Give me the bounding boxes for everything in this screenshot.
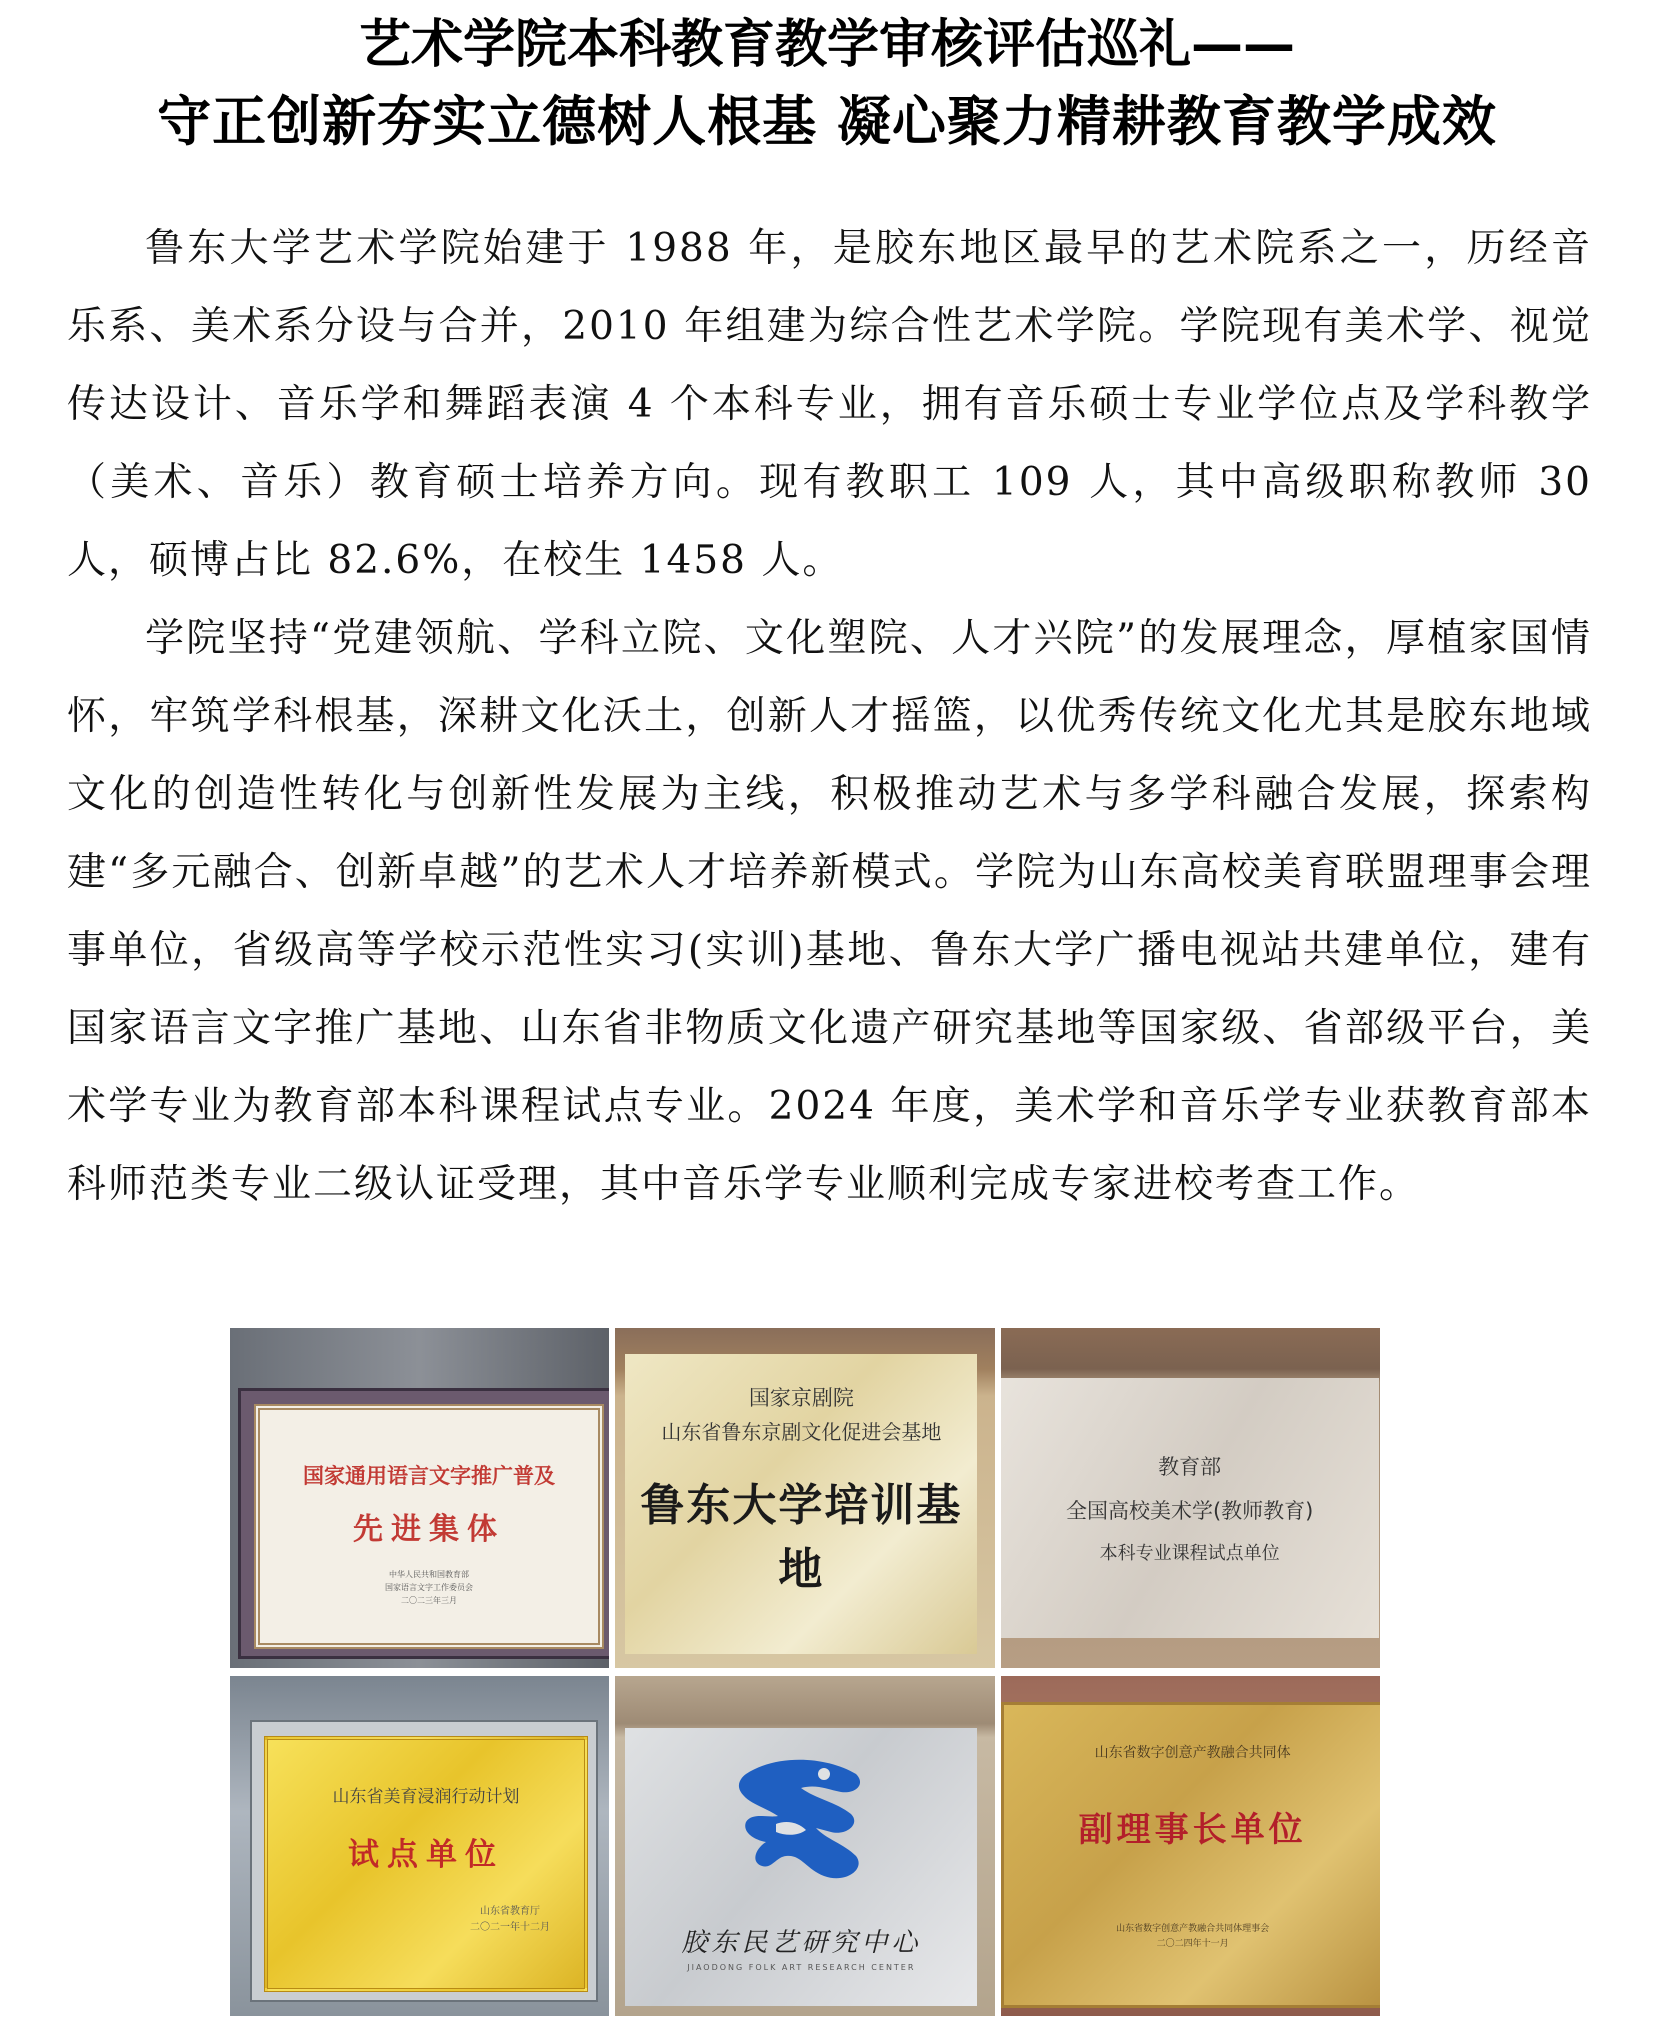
title-line-2: 守正创新夯实立德树人根基 凝心聚力精耕教育教学成效 — [157, 90, 1497, 153]
plaque-board — [1001, 1702, 1380, 2008]
plaque-issuer-1: 中华人民共和国教育部 — [389, 1570, 469, 1579]
plaque-heading: 国家通用语言文字推广普及 — [303, 1464, 555, 1488]
plaque-award-name: 副理事长单位 — [1078, 1809, 1307, 1850]
plaque-board — [1001, 1378, 1379, 1638]
folk-art-logo-icon — [706, 1744, 896, 1904]
plaque-heading: 山东省数字创意产教融合共同体 — [1094, 1744, 1291, 1761]
plaque-issuer: 山东省数字创意产教融合共同体理事会 — [1116, 1923, 1270, 1934]
plaque-heading: 山东省美育浸润行动计划 — [332, 1787, 520, 1807]
plaque-issuer-name: 山东省教育厅 — [480, 1906, 540, 1917]
plaque-board — [625, 1728, 977, 2006]
plaque-heading: 教育部 — [1158, 1455, 1222, 1479]
title-line-1: 艺术学院本科教育教学审核评估巡礼—— — [358, 15, 1295, 75]
plaque-date: 二〇二四年十一月 — [1156, 1938, 1229, 1949]
plaque-board — [264, 1736, 588, 1992]
plaque-main-text: 鲁东大学培训基地 — [640, 1479, 963, 1595]
article-body — [67, 210, 1592, 1224]
photo-plaque-moe-pilot — [1001, 1328, 1380, 1668]
plaque-date: 二〇二三年三月 — [401, 1596, 457, 1605]
plaque-english-text: JIAODONG FOLK ART RESEARCH CENTER — [687, 1963, 916, 1972]
plaque-heading: 国家京剧院 — [748, 1385, 854, 1410]
photo-plaque-peking-opera-base — [615, 1328, 994, 1668]
plaque-main-text: 胶东民艺研究中心 — [681, 1928, 922, 1958]
plaque-issuer — [470, 1904, 550, 1936]
paragraph-1: 鲁东大学艺术学院始建于 1988 年，是胶东地区最早的艺术院系之一，历经音乐系、美术系分设与合并，2010 年组建为综合性艺术学院。学院现有美术学、视觉传达设计、音乐学和舞蹈表演 4 个本科专业，拥有音乐硕士专业学位点及学科教学（美术、音乐）教育硕士培养方向。现有教职工 109 人，其中高级职称教师 30 人，硕博占比 82.6%，在校生 1458 人。 — [67, 226, 1592, 583]
plaque-award-name: 先进集体 — [353, 1512, 505, 1547]
photo-plaque-digital-creative — [1001, 1676, 1380, 2016]
photo-plaque-folk-art-center — [615, 1676, 994, 2016]
photo-plaque-language-promotion — [230, 1328, 609, 1668]
plaque-date: 二〇二一年十二月 — [470, 1922, 550, 1933]
plaque-subheading: 全国高校美术学(教师教育) — [1065, 1499, 1314, 1523]
paragraph-2: 学院坚持“党建领航、学科立院、文化塑院、人才兴院”的发展理念，厚植家国情怀，牢筑学科根基，深耕文化沃土，创新人才摇篮，以优秀传统文化尤其是胶东地域文化的创造性转化与创新性发展为主线，积极推动艺术与多学科融合发展，探索构建“多元融合、创新卓越”的艺术人才培养新模式。学院为山东高校美育联盟理事会理事单位，省级高等学校示范性实习(实训)基地、鲁东大学广播电视站共建单位，建有国家语言文字推广基地、山东省非物质文化遗产研究基地等国家级、省部级平台，美术学专业为教育部本科课程试点专业。2024 年度，美术学和音乐学专业获教育部本科师范类专业二级认证受理，其中音乐学专业顺利完成专家进校考查工作。 — [67, 616, 1592, 1207]
plaque-award-name: 试点单位 — [348, 1837, 504, 1873]
plaque-board — [625, 1354, 977, 1654]
plaque-issuer-2: 国家语言文字工作委员会 — [385, 1583, 473, 1592]
plaque-main-text: 本科专业课程试点单位 — [1099, 1543, 1280, 1564]
plaque-board — [254, 1404, 604, 1649]
photo-plaque-aesthetic-education — [230, 1676, 609, 2016]
photo-collage — [230, 1328, 1380, 2020]
plaque-subheading: 山东省鲁东京剧文化促进会基地 — [661, 1419, 942, 1444]
